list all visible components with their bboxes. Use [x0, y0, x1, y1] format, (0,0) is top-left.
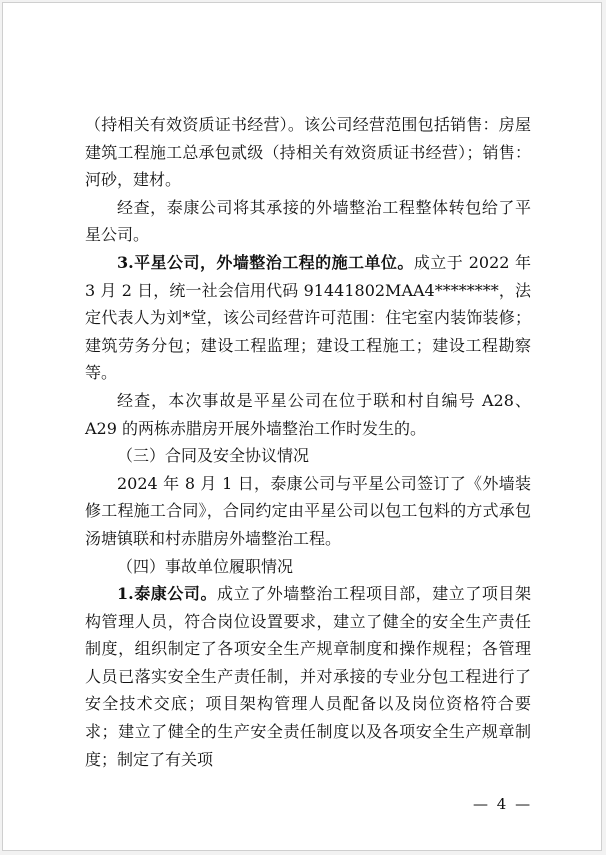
- paragraph-1: （持相关有效资质证书经营）。该公司经营范围包括销售：房屋建筑工程施工总承包贰级（持相关有效资质证书经营）；销售：河砂，建材。: [85, 115, 531, 190]
- body-text: [85, 111, 531, 773]
- section-heading-contract: （三）合同及安全协议情况: [117, 446, 310, 466]
- paragraph-6-text: 成立了外墙整治工程项目部，建立了项目架构管理人员，符合岗位设置要求，建立了健全的安全生产责任制度，组织制定了各项安全生产规章制度和操作规程；各管理人员已落实安全生产责任制，并对承接的专业分包工程进行了安全技术交底；项目架构管理人员配备以及岗位资格符合要求；建立了健全的生产安全责任制度以及各项安全生产规章制度；制定了有关项: [85, 584, 531, 769]
- document-page: [2, 2, 602, 851]
- section-heading-pingxing: 3.平星公司，外墙整治工程的施工单位。: [117, 252, 414, 272]
- section-heading-taikang: 1.泰康公司。: [117, 584, 218, 604]
- paragraph-4: 经查，本次事故是平星公司在位于联和村自编号 A28、A29 的两栋赤腊房开展外墙整治工作时发生的。: [85, 390, 531, 438]
- paragraph-3: [85, 249, 531, 387]
- paragraph-6: [85, 580, 531, 773]
- paragraph-2: 经查，泰康公司将其承接的外墙整治工程整体转包给了平星公司。: [85, 197, 531, 245]
- paragraph-3-text: 成立于 2022 年 3 月 2 日，统一社会信用代码 91441802MAA4********，法定代表人为刘*堂，该公司经营许可范围：住宅室内装饰装修；建筑劳务分包；建设工程监理；建设工程施工；建设工程勘察等。: [85, 252, 531, 383]
- paragraph-5: 2024 年 8 月 1 日，泰康公司与平星公司签订了《外墙装修工程施工合同》，合同约定由平星公司以包工包料的方式承包汤塘镇联和村赤腊房外墙整治工程。: [85, 473, 531, 548]
- section-heading-duties: （四）事故单位履职情况: [117, 556, 294, 576]
- page-number: — 4 —: [473, 795, 533, 813]
